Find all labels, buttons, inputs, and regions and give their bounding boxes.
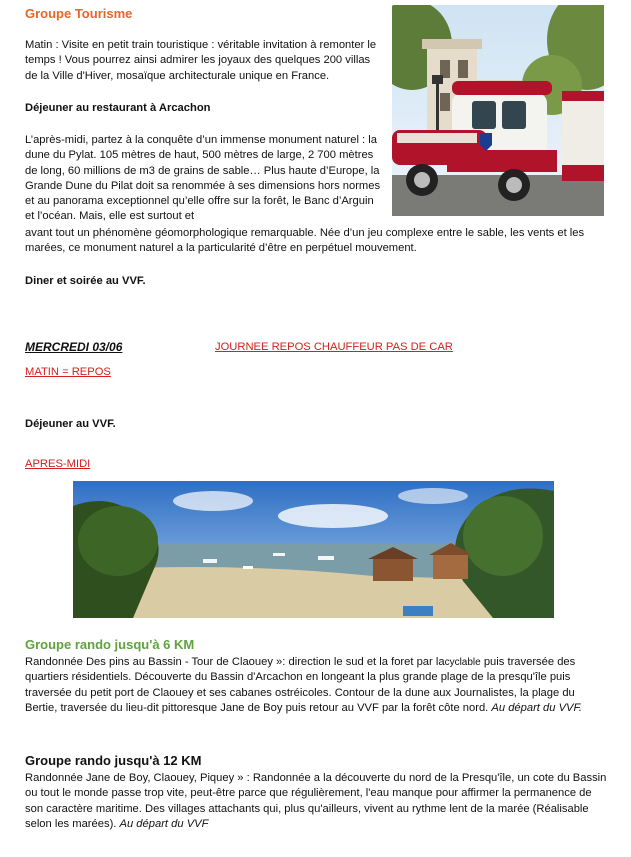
rando-6km-text-b: puis traversée des quartiers résidentiels. Découverte du Bassin d'Arcachon en longeant la plus grande plage de la presqu'île puis traversée du petit port de Claouey et ses cabanes ostréicoles. Contour de la dune aux Journalistes, la plage du Bertie, traversée du lieu-dit pittoresque Jane de Boy puis retour au VVF par la forêt côte nord. [25, 656, 576, 714]
tourisme-apres-midi-text: L’après-midi, partez à la conquête d’un immense monument naturel : la dune du Pylat. 105 mètres de haut, 500 mètres de large, 2 700 mètres de long, 60 millions de m3 de grains de sable… Plus haute d’Europe, la Grande Dune du Pilat doit sa renommée à ses dimensions hors normes et au panorama exceptionnel qu’elle offre sur la forêt, le Banc d’Arguin et l’océan. Mais, elle est surtout et [25, 134, 381, 223]
tourisme-diner-text: Diner et soirée au VVF. [25, 275, 146, 287]
rando-12km-text-main: Randonnée Jane de Boy, Claouey, Piquey » : Randonnée a la découverte du nord de la Presqu'île, un cote du Bassin ou tout le monde passe trop vite, peut-être parce que régulièrement, l'eau manque pour affirmer la permanence de son caractère maritime. Des villages attachants qui, plus qu'ailleurs, vivent au rythme lent de la marée (Réalisable selon les marées). [25, 772, 607, 830]
rando-12km-text [25, 771, 610, 832]
mercredi-day-heading: MERCREDI 03/06 [25, 340, 123, 354]
tourisme-matin-text: Matin : Visite en petit train touristique : véritable invitation à remonter le temps ! Vous pourrez ainsi admirer les joyaux des quelques 200 villas de la Ville d'Hiver, mosaïque architecturale unique en France. [25, 39, 377, 82]
rando-6km-text-a: Randonnée Des pins au Bassin - Tour de Claouey »: direction le sud et la foret par la [25, 656, 445, 668]
apres-midi-label: APRES-MIDI [25, 458, 91, 470]
rando-6km-text [25, 655, 610, 716]
matin-repos-label: MATIN = REPOS [25, 366, 111, 378]
tourisme-dejeuner-text: Déjeuner au restaurant à Arcachon [25, 102, 211, 114]
petit-train-photo [392, 5, 604, 216]
journee-repos-label: JOURNEE REPOS CHAUFFEUR PAS DE CAR [215, 341, 453, 353]
bassin-panorama-photo [73, 481, 554, 618]
mercredi-dejeuner-text: Déjeuner au VVF. [25, 418, 116, 430]
rando-12km-depart: Au départ du VVF [119, 817, 209, 830]
rando-12km-title: Groupe rando jusqu'à 12 KM [25, 753, 202, 768]
tourisme-apres-midi-text-cont: avant tout un phénomène géomorphologique remarquable. Née d’un jeu complexe entre le sable, les vents et les marées, ce monument naturel a la particularité d’être en perpétuel mouvement. [25, 227, 585, 255]
groupe-tourisme-title: Groupe Tourisme [25, 6, 133, 21]
rando-6km-text-small: cyclable [444, 657, 481, 668]
rando-6km-depart: Au départ du VVF. [491, 701, 583, 714]
rando-6km-title: Groupe rando jusqu'à 6 KM [25, 637, 195, 652]
